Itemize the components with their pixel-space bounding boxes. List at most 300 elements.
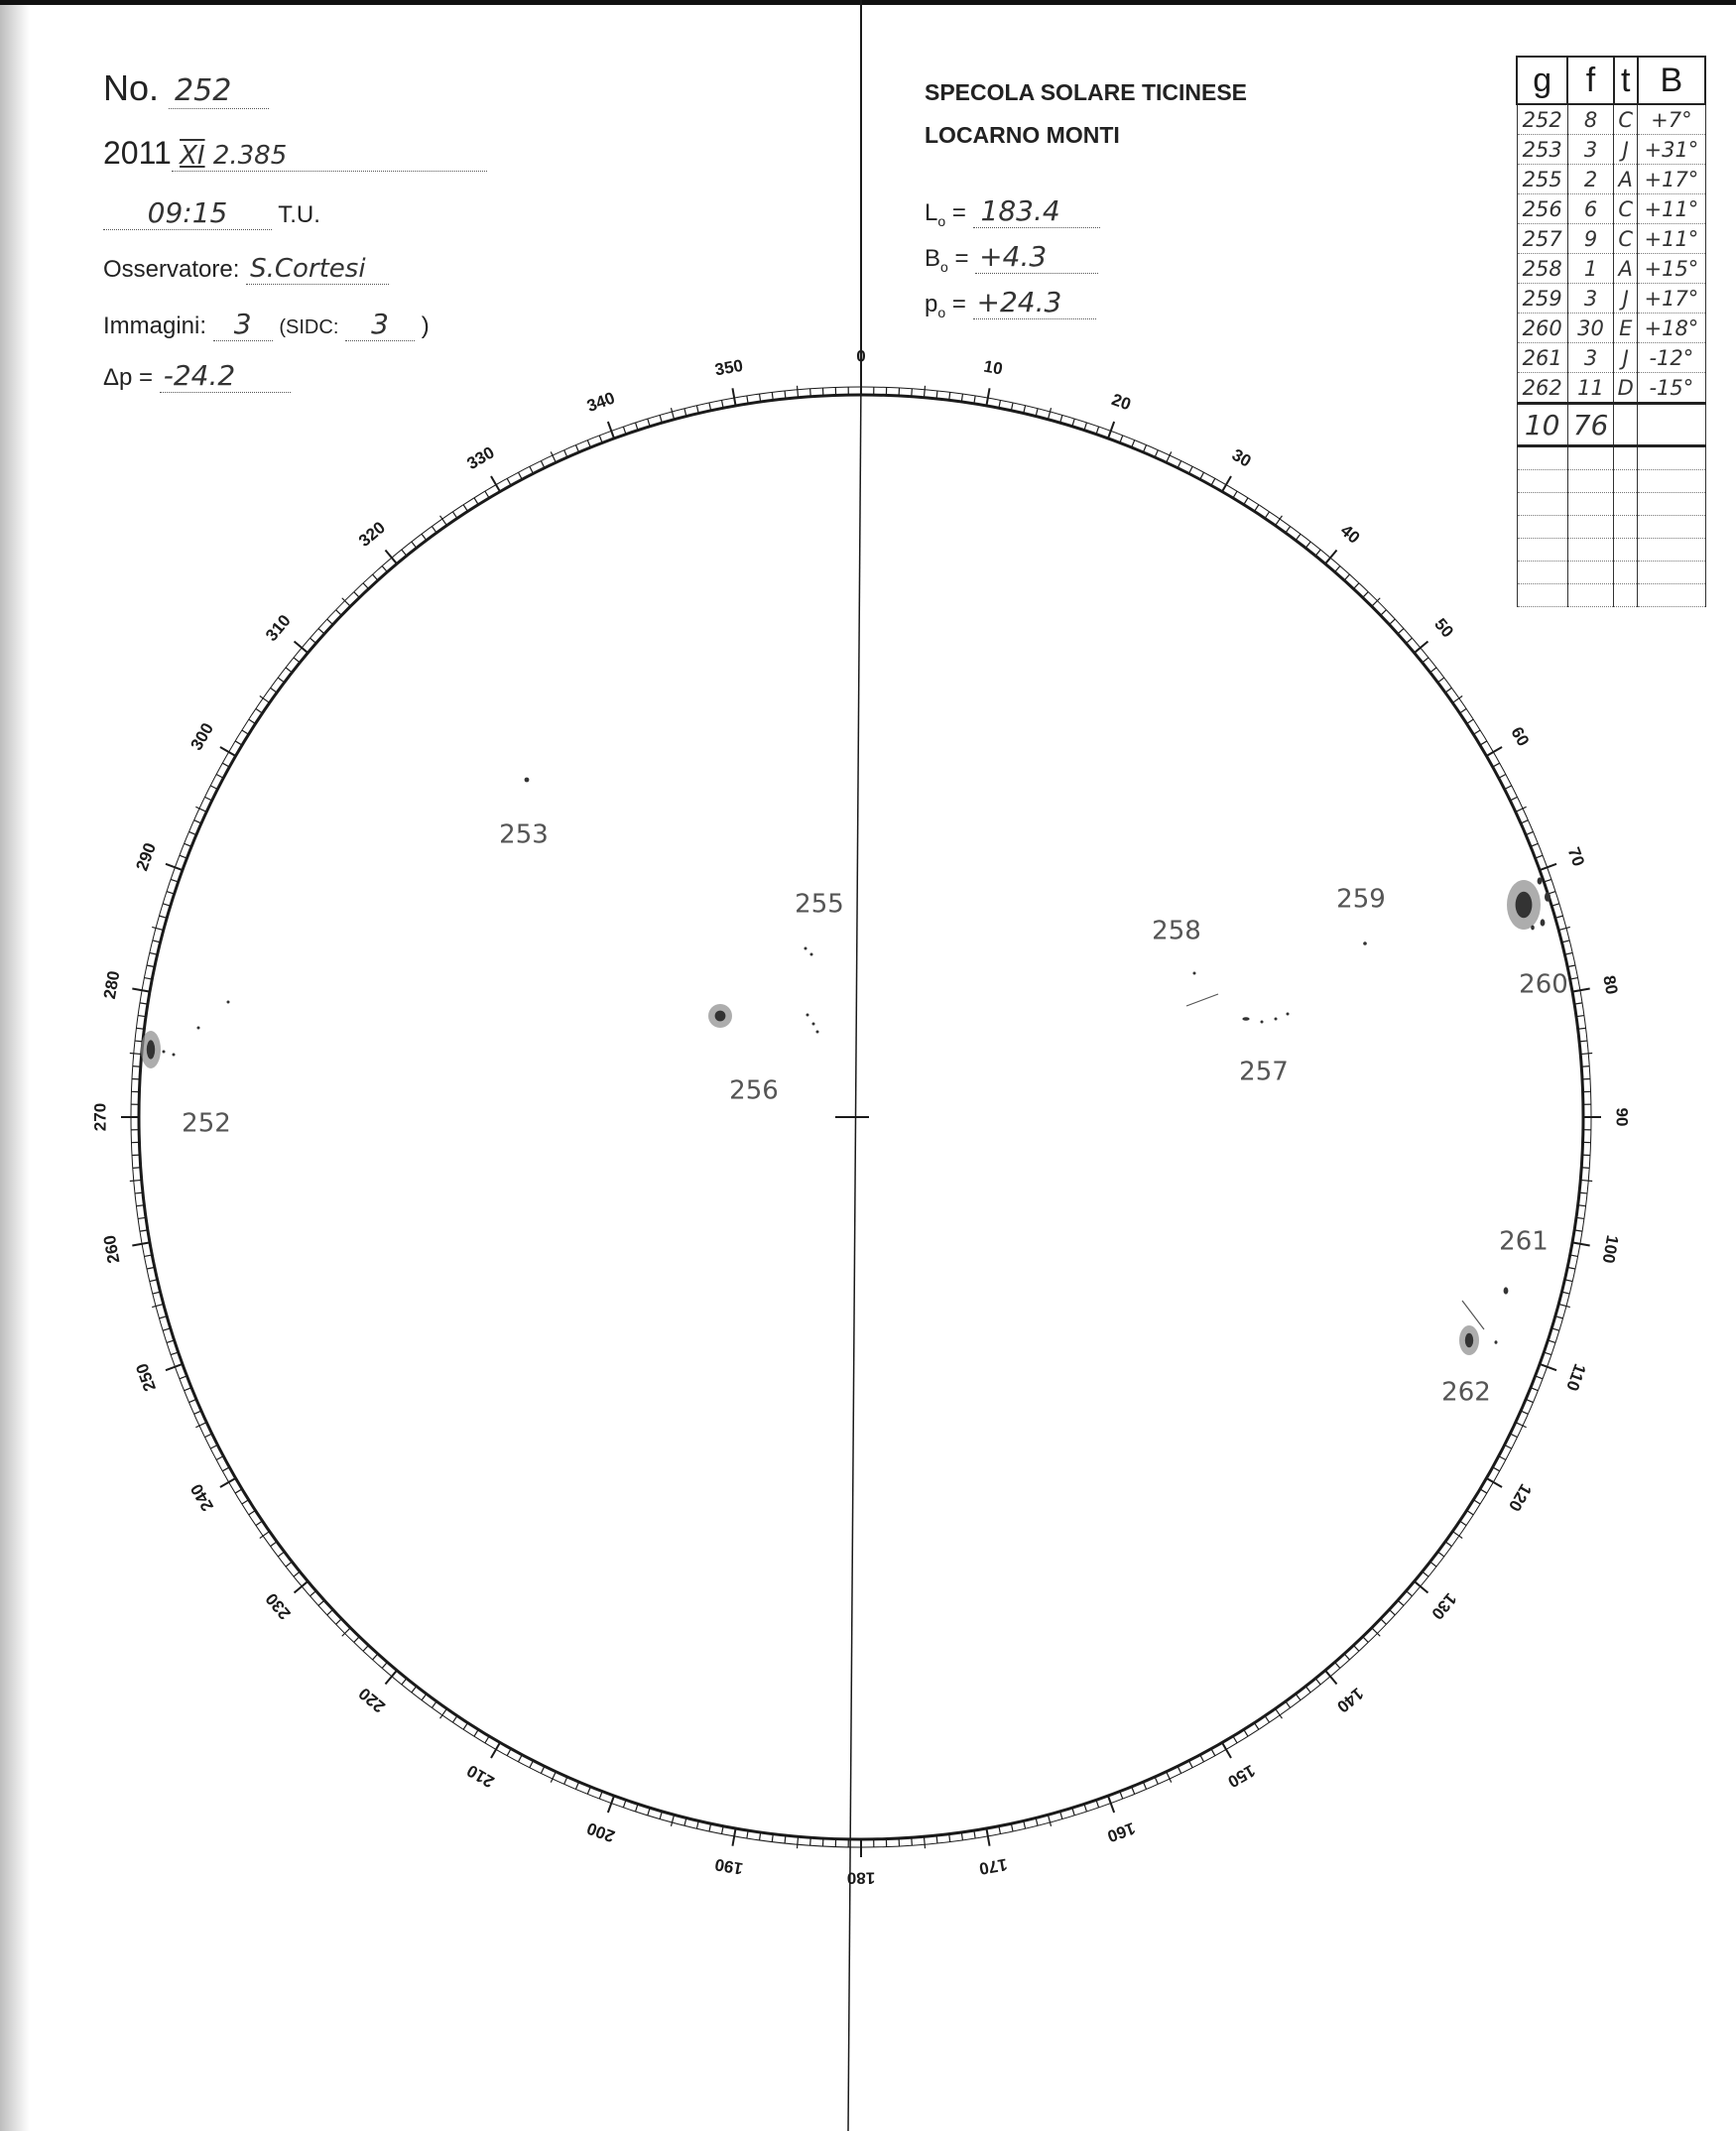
scale-tick [785, 391, 786, 399]
cell-t: A [1614, 254, 1638, 284]
scale-tick [220, 1478, 236, 1487]
scale-tick [1211, 1749, 1215, 1756]
col-g-header: g [1517, 57, 1567, 104]
scale-tick [1437, 678, 1443, 683]
scale-tick [1167, 451, 1172, 462]
scale-tick [152, 927, 164, 930]
scale-tick [1120, 436, 1123, 442]
col-B-header: B [1638, 57, 1705, 104]
scale-tick [1254, 505, 1258, 512]
scale-tick [1178, 460, 1181, 467]
cell-B: +11° [1638, 194, 1705, 224]
p0-label: p [925, 291, 938, 317]
sunspot [816, 1031, 819, 1034]
scale-tick [189, 831, 196, 834]
scale-tick [1189, 1761, 1193, 1768]
scale-tick [936, 391, 937, 399]
scale-tick [1048, 408, 1051, 420]
sunspot [715, 1011, 726, 1022]
scale-tick [336, 610, 342, 616]
number-label: No. [103, 67, 160, 108]
scale-tick [1315, 1679, 1320, 1685]
angle-label: 50 [1430, 614, 1457, 642]
scale-tick [1486, 747, 1502, 756]
scale-tick [599, 1792, 602, 1799]
scale-tick [1536, 855, 1543, 858]
scale-tick [1493, 1467, 1500, 1471]
scale-tick [1423, 1571, 1428, 1576]
scale-tick [294, 1571, 300, 1576]
cell-f: 30 [1567, 313, 1613, 343]
scale-tick [189, 1399, 196, 1402]
total-cell: 76 [1567, 404, 1613, 446]
scale-tick [132, 1242, 150, 1245]
group-label: 262 [1441, 1377, 1491, 1408]
scale-tick [256, 708, 263, 712]
cell-f: 2 [1567, 165, 1613, 194]
cell-f: 11 [1567, 373, 1613, 404]
scale-tick [507, 478, 511, 485]
scale-tick [518, 472, 522, 479]
images-label: Immagini: [103, 313, 207, 339]
scale-tick [235, 741, 242, 745]
cell-g: 257 [1517, 224, 1567, 254]
scale-tick [216, 1456, 223, 1460]
scale-tick [1460, 708, 1467, 712]
scale-tick [1531, 843, 1538, 846]
cell-B: -15° [1638, 373, 1705, 404]
scale-tick [1558, 927, 1570, 930]
sunspot [525, 778, 530, 783]
scale-tick [432, 527, 436, 533]
ephemeris-L0: $L_o = 183.4$ [925, 194, 1100, 229]
images-value: 3 [213, 308, 273, 341]
scale-tick [1510, 1434, 1517, 1438]
scale-tick [1579, 1041, 1587, 1042]
scale-tick [1381, 1619, 1387, 1625]
scale-tick [185, 1388, 191, 1391]
cell-f: 3 [1567, 343, 1613, 373]
scale-tick [1452, 1532, 1462, 1539]
angle-label: 330 [463, 442, 498, 474]
scale-tick [1579, 1192, 1587, 1193]
scale-tick [210, 786, 217, 790]
scale-tick [1580, 1180, 1592, 1181]
scale-tick [1132, 440, 1135, 447]
cell-g: 256 [1517, 194, 1567, 224]
scale-tick [1526, 831, 1533, 834]
ephemeris-p0: $p_o = +24.3$ [925, 286, 1096, 320]
scale-tick [1505, 1445, 1512, 1449]
scale-tick [1335, 1662, 1340, 1668]
group-label: 261 [1499, 1226, 1549, 1257]
group-label: 255 [795, 889, 844, 920]
sunspot [1261, 1021, 1264, 1024]
cell-g: 261 [1517, 343, 1567, 373]
group-label: 260 [1519, 969, 1568, 1000]
scale-tick [1437, 1552, 1443, 1557]
L0-label: L [925, 199, 938, 226]
scale-tick [1305, 1687, 1310, 1692]
scale-tick [587, 1787, 590, 1794]
scale-tick [564, 1777, 567, 1784]
scale-tick [1155, 450, 1158, 457]
scale-tick [271, 688, 277, 692]
angle-label: 260 [99, 1233, 124, 1265]
B0-value: +4.3 [975, 240, 1098, 274]
observer-label: Osservatore: [103, 256, 240, 283]
scale-tick [1467, 1510, 1474, 1514]
scale-tick [924, 1836, 925, 1848]
sunspot [810, 953, 813, 956]
group-label: 257 [1239, 1057, 1289, 1087]
sunspot [1275, 1018, 1278, 1021]
scale-tick [1398, 629, 1404, 634]
sunspot [1504, 1287, 1509, 1294]
sidc-close: ) [421, 313, 430, 339]
sidc-label: (SIDC: [279, 316, 339, 338]
scale-tick [1244, 1729, 1248, 1736]
scale-tick [1189, 466, 1193, 473]
observatory-line-1: SPECOLA SOLARE TICINESE [925, 79, 1248, 105]
scale-tick [220, 747, 236, 756]
cell-B: +7° [1638, 104, 1705, 135]
cell-g: 253 [1517, 135, 1567, 165]
time-value: 09:15 [103, 196, 272, 230]
cell-f: 8 [1567, 104, 1613, 135]
angle-label: 30 [1228, 444, 1255, 471]
scale-tick [1286, 1701, 1291, 1707]
observatory-line-2: LOCARNO MONTI [925, 122, 1120, 148]
scale-tick [382, 566, 387, 572]
scale-tick [195, 1423, 206, 1428]
scale-tick [1505, 786, 1512, 790]
scale-tick [1406, 638, 1412, 643]
angle-label: 10 [982, 356, 1005, 379]
col-f-header: f [1567, 57, 1613, 104]
scale-tick [1211, 478, 1215, 485]
cell-B: +17° [1638, 165, 1705, 194]
sunspot [197, 1027, 200, 1030]
scale-tick [491, 1742, 500, 1758]
scale-tick [432, 1701, 436, 1707]
angle-label: 350 [713, 355, 745, 380]
ephemeris-B0: $B_o = +4.3$ [925, 240, 1098, 275]
scale-tick [286, 668, 292, 673]
angle-label: 200 [584, 1818, 618, 1846]
scale-tick [1430, 668, 1436, 673]
scale-tick [336, 1619, 342, 1625]
scale-tick [1521, 1411, 1528, 1414]
scale-tick [463, 1723, 467, 1730]
scale-tick [204, 1434, 211, 1438]
scale-tick [1363, 592, 1369, 598]
angle-label: 20 [1109, 390, 1134, 415]
scale-tick [785, 1835, 786, 1843]
cell-f: 3 [1567, 135, 1613, 165]
scale-tick [1493, 763, 1500, 767]
time-unit: T.U. [278, 201, 320, 228]
scale-tick [1480, 1489, 1487, 1493]
angle-label: 60 [1507, 723, 1534, 750]
scale-tick [422, 534, 427, 540]
scale-tick [1423, 658, 1428, 663]
scale-tick [1222, 476, 1231, 492]
observer-value: S.Cortesi [246, 254, 389, 285]
B0-label: B [925, 245, 941, 272]
scale-tick [1581, 1066, 1589, 1067]
scale-tick [474, 498, 478, 505]
scale-tick [260, 696, 270, 703]
scale-tick [564, 450, 567, 457]
scale-tick [216, 774, 223, 778]
scale-tick [1353, 1645, 1358, 1651]
scale-tick [1233, 1736, 1237, 1743]
number-value: 252 [169, 73, 269, 109]
scale-tick [530, 466, 534, 473]
scale-tick [986, 1828, 989, 1846]
scale-tick [1531, 1388, 1538, 1391]
sunspot [1531, 926, 1535, 931]
scale-tick [810, 1837, 811, 1845]
scale-tick [491, 476, 500, 492]
scale-tick [1398, 1600, 1404, 1605]
scale-tick [294, 658, 300, 663]
angle-label: 210 [463, 1760, 498, 1792]
scale-tick [222, 763, 229, 767]
cell-f: 6 [1567, 194, 1613, 224]
scale-tick [1580, 1054, 1592, 1055]
scale-tick [195, 807, 206, 812]
total-cell: 10 [1517, 404, 1567, 446]
scale-tick [152, 1304, 164, 1307]
scale-tick [1233, 491, 1237, 498]
scale-tick [354, 592, 360, 598]
scale-tick [1167, 1772, 1172, 1783]
sunspot [806, 1014, 809, 1017]
scale-tick [402, 550, 407, 556]
scale-tick [1315, 550, 1320, 556]
scale-tick [575, 445, 578, 452]
scale-tick [1516, 1423, 1527, 1428]
scale-tick [249, 1510, 256, 1514]
angle-label: 150 [1224, 1760, 1259, 1792]
scale-tick [551, 451, 556, 462]
scale-tick [1480, 741, 1487, 745]
sunspot [227, 1001, 230, 1004]
scale-tick [1521, 820, 1528, 823]
scale-tick [485, 491, 489, 498]
scale-tick [1353, 583, 1358, 589]
cell-g: 259 [1517, 284, 1567, 313]
scale-tick [310, 1591, 316, 1596]
angle-label: 230 [262, 1589, 295, 1624]
scale-tick [541, 460, 545, 467]
angle-label: 70 [1563, 844, 1588, 869]
scale-tick [235, 1489, 242, 1493]
angle-label: 300 [186, 719, 218, 754]
scale-tick [474, 1729, 478, 1736]
cell-f: 1 [1567, 254, 1613, 284]
scale-tick [986, 388, 989, 406]
cell-f: 9 [1567, 224, 1613, 254]
scale-tick [1473, 730, 1480, 734]
sunspot [1242, 1017, 1249, 1021]
scale-tick [440, 1708, 447, 1718]
cell-t: C [1614, 224, 1638, 254]
cell-B: +18° [1638, 313, 1705, 343]
angle-label: 240 [186, 1480, 218, 1515]
cell-g: 252 [1517, 104, 1567, 135]
scale-tick [1516, 807, 1527, 812]
scale-tick [318, 629, 324, 634]
angle-label: 310 [262, 610, 295, 645]
scale-tick [1558, 1304, 1570, 1307]
scale-tick [1572, 988, 1590, 991]
cell-t: J [1614, 284, 1638, 313]
scale-tick [732, 1828, 735, 1846]
cell-t: E [1614, 313, 1638, 343]
sunspot [1541, 919, 1546, 926]
sunspot [1287, 1013, 1290, 1016]
cell-B: +15° [1638, 254, 1705, 284]
central-meridian-line [848, 377, 861, 2131]
scale-tick [671, 408, 674, 420]
scale-tick [1406, 1591, 1412, 1596]
scale-tick [1344, 574, 1349, 580]
scale-tick [363, 1645, 368, 1651]
angle-label: 110 [1562, 1361, 1590, 1394]
scale-tick [132, 988, 150, 991]
angle-label: 280 [99, 969, 124, 1001]
scale-tick [1265, 1716, 1269, 1723]
group-label: 252 [182, 1108, 231, 1139]
pencil-mark [1186, 994, 1218, 1006]
scale-tick [412, 1687, 417, 1692]
scale-tick [924, 386, 925, 398]
scale-tick [185, 843, 191, 846]
scale-tick [530, 1761, 534, 1768]
col-t-header: t [1614, 57, 1638, 104]
scale-tick [327, 619, 333, 624]
scale-tick [210, 1445, 217, 1449]
p0-value: +24.3 [973, 286, 1096, 319]
scale-tick [507, 1749, 511, 1756]
scale-tick [575, 1782, 578, 1789]
angle-label: 170 [977, 1854, 1009, 1879]
scale-tick [354, 1637, 360, 1643]
cell-g: 262 [1517, 373, 1567, 404]
scale-tick [1536, 1376, 1543, 1379]
scale-tick [327, 1609, 333, 1614]
scale-tick [1048, 1815, 1051, 1826]
scale-tick [1265, 512, 1269, 519]
scale-tick [1335, 566, 1340, 572]
angle-label: 130 [1427, 1589, 1460, 1624]
scale-tick [1499, 774, 1506, 778]
scale-tick [135, 1041, 143, 1042]
scale-tick [1120, 1792, 1123, 1799]
cell-t: J [1614, 343, 1638, 373]
scale-tick [798, 386, 799, 398]
cell-t: C [1614, 104, 1638, 135]
angle-label: 120 [1504, 1480, 1536, 1515]
scale-tick [130, 1054, 142, 1055]
angle-label: 190 [713, 1854, 745, 1879]
scale-tick [1581, 1168, 1589, 1169]
scale-tick [936, 1835, 937, 1843]
scale-tick [1155, 1777, 1158, 1784]
angle-label: 340 [584, 388, 618, 417]
date-year: 2011 [103, 135, 172, 171]
scale-tick [463, 505, 467, 512]
cell-B: +17° [1638, 284, 1705, 313]
scale-tick [318, 1600, 324, 1605]
cell-t: J [1614, 135, 1638, 165]
angle-label: 250 [132, 1360, 161, 1394]
scale-tick [1143, 445, 1146, 452]
sunspot [173, 1054, 176, 1057]
delta-p-value: -24.2 [160, 359, 291, 393]
sunspot [1363, 941, 1367, 945]
angle-label: 90 [1612, 1107, 1632, 1127]
scale-tick [260, 1532, 270, 1539]
scale-tick [732, 388, 735, 406]
scale-tick [1526, 1399, 1533, 1402]
scale-tick [412, 542, 417, 548]
scale-tick [671, 1815, 674, 1826]
cell-B: +11° [1638, 224, 1705, 254]
scale-tick [1473, 1500, 1480, 1504]
angle-label: 140 [1333, 1684, 1368, 1716]
scale-tick [286, 1562, 292, 1567]
scale-tick [1445, 1542, 1451, 1547]
scale-tick [1178, 1766, 1181, 1773]
scale-tick [1344, 1654, 1349, 1660]
scale-tick [1467, 719, 1474, 723]
scale-tick [256, 1521, 263, 1525]
scale-tick [1486, 1478, 1502, 1487]
cell-g: 260 [1517, 313, 1567, 343]
scale-tick [1389, 1609, 1395, 1614]
scale-tick [912, 1837, 913, 1845]
scale-tick [1132, 1787, 1135, 1794]
sunspot [163, 1051, 166, 1054]
scale-tick [133, 1168, 141, 1169]
angle-label: 180 [846, 1868, 876, 1888]
angle-label: 80 [1599, 973, 1622, 996]
scale-tick [1276, 516, 1283, 526]
scale-tick [373, 1654, 378, 1660]
scale-tick [452, 512, 456, 519]
angle-label: 320 [354, 518, 389, 551]
scale-tick [551, 1772, 556, 1783]
pencil-mark [1462, 1301, 1484, 1329]
sunspot [1538, 877, 1543, 884]
cell-t: D [1614, 373, 1638, 404]
scale-tick [1254, 1723, 1258, 1730]
scale-tick [1510, 797, 1517, 801]
group-label: 258 [1152, 916, 1201, 946]
angle-label: 270 [90, 1102, 110, 1132]
scale-tick [599, 436, 602, 442]
scale-tick [440, 516, 447, 526]
group-label: 256 [729, 1075, 779, 1106]
date-month: XI [180, 141, 205, 171]
scale-tick [587, 440, 590, 447]
cell-B: -12° [1638, 343, 1705, 373]
scale-tick [1460, 1521, 1467, 1525]
